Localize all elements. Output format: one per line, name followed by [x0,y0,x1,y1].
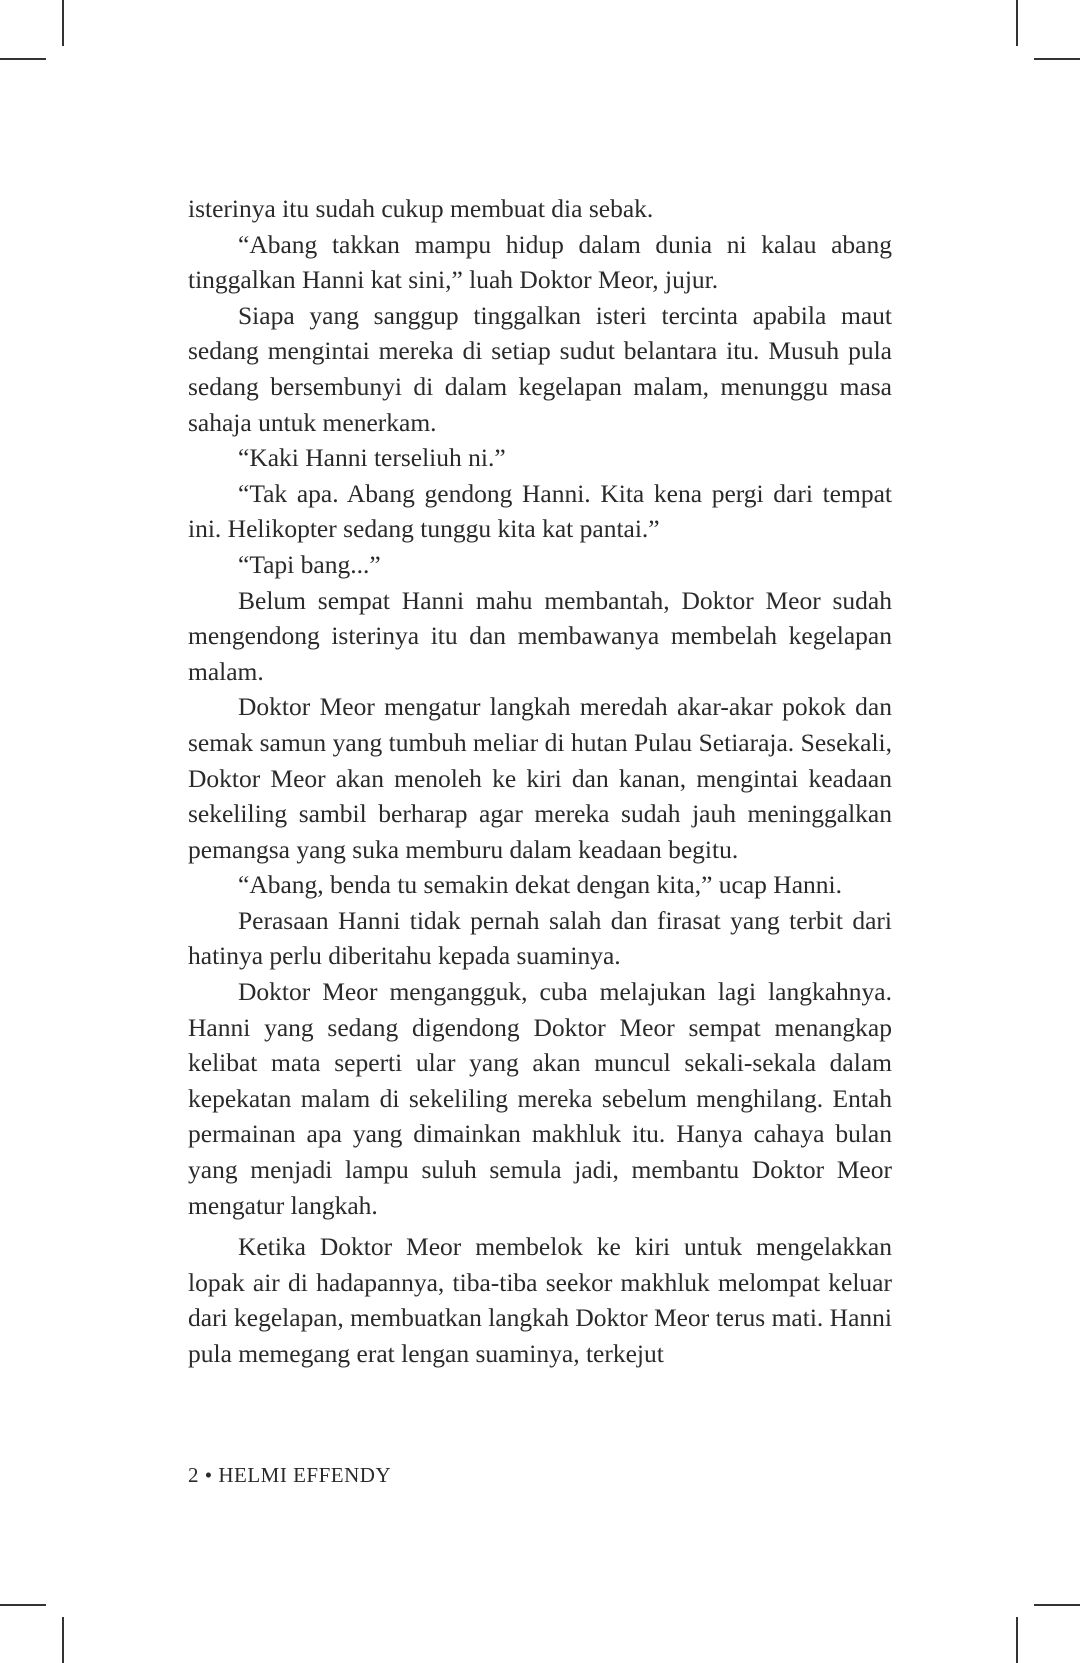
crop-mark-top-right-vertical [1016,0,1018,46]
crop-mark-top-left-horizontal [0,58,46,60]
paragraph-6: “Tapi bang...” [238,549,381,579]
paragraph-7: Belum sempat Hanni mahu membantah, Doktor Meor sudah mengendong isterinya itu dan membawanya membelah kegelapan malam. [188,585,892,686]
page-body-text [188,191,892,1372]
crop-mark-bottom-left-vertical [62,1617,64,1663]
paragraph-11: Doktor Meor mengangguk, cuba melajukan lagi langkahnya. Hanni yang sedang digendong Doktor Meor sempat menangkap kelibat mata seperti ular yang akan muncul sekali-sekala dalam kepekatan malam di sekeliling mereka sebelum menghilang. Entah permainan apa yang dimainkan makhluk itu. Hanya cahaya bulan yang menjadi lampu suluh semula jadi, membantu Doktor Meor mengatur langkah. [188,977,892,1220]
crop-mark-bottom-right-vertical [1016,1617,1018,1663]
paragraph-8: Doktor Meor mengatur langkah meredah akar-akar pokok dan semak samun yang tumbuh meliar di hutan Pulau Setiaraja. Sesekali, Doktor Meor akan menoleh ke kiri dan kanan, mengintai keadaan sekeliling sambil berharap agar mereka sudah jauh meninggalkan pemangsa yang suka memburu dalam keadaan begitu. [188,692,892,864]
crop-mark-bottom-left-horizontal [0,1604,46,1606]
paragraph-1: isterinya itu sudah cukup membuat dia sebak. [188,194,654,223]
paragraph-12: Ketika Doktor Meor membelok ke kiri untuk mengelakkan lopak air di hadapannya, tiba-tiba seekor makhluk melompat keluar dari kegelapan, membuatkan langkah Doktor Meor terus mati. Hanni pula memegang erat lengan suaminya, terkejut [188,1232,892,1368]
paragraph-3: Siapa yang sanggup tinggalkan isteri tercinta apabila maut sedang mengintai mereka di setiap sudut belantara itu. Musuh pula sedang bersembunyi di dalam kegelapan malam, menunggu masa sahaja untuk menerkam. [188,300,892,437]
paragraph-5: “Tak apa. Abang gendong Hanni. Kita kena pergi dari tempat ini. Helikopter sedang tunggu kita kat pantai.” [188,478,892,544]
crop-mark-bottom-right-horizontal [1034,1604,1080,1606]
crop-mark-top-left-vertical [62,0,64,46]
paragraph-4: “Kaki Hanni terseliuh ni.” [238,443,506,473]
paragraph-2: “Abang takkan mampu hidup dalam dunia ni kalau abang tinggalkan Hanni kat sini,” luah Doktor Meor, jujur. [188,229,892,295]
crop-mark-top-right-horizontal [1034,58,1080,60]
footer-separator: • [204,1463,213,1487]
page-number: 2 [188,1463,199,1487]
author-name: HELMI EFFENDY [218,1463,392,1487]
paragraph-10: Perasaan Hanni tidak pernah salah dan firasat yang terbit dari hatinya perlu diberitahu kepada suaminya. [188,905,892,971]
paragraph-9: “Abang, benda tu semakin dekat dengan kita,” ucap Hanni. [238,870,842,900]
page-footer [188,1463,391,1488]
